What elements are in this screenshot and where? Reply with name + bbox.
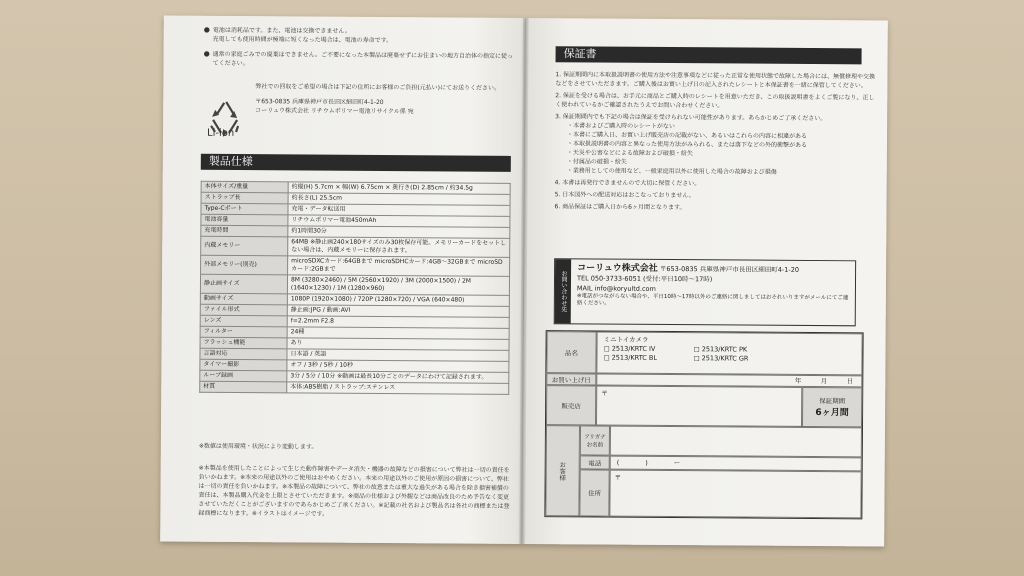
sub-item: ・業務用としての使用など、一般家庭用以外に使用した場合の故障および損傷 (566, 167, 777, 176)
spec-value: 8M (3280×2460) / 5M (2560×1920) / 3M (2000×1500) / 2M (1640×1230) / 1M (1280×960) (287, 275, 509, 296)
spec-key: タイマー撮影 (200, 359, 287, 371)
spec-key: フィルター (200, 326, 287, 338)
spec-key: ファイル形式 (200, 304, 287, 316)
spec-value: microSDXCカード:64GBまで microSDHCカード:4GB〜32GBまで microSDカード:2GBまで (288, 256, 510, 277)
model-option[interactable]: □ 2513/KRTC PK (693, 345, 748, 354)
name-field[interactable] (610, 426, 862, 458)
furigana-label: フリガナ お名前 (580, 425, 610, 455)
spec-value: 1080P (1920×1080) / 720P (1280×720) / VGA (640×480) (287, 294, 509, 307)
spec-key: 充電時間 (201, 225, 288, 237)
sub-item: ・天災や公害などによる故障および破損・紛失 (566, 149, 693, 158)
spec-key: 言語対応 (200, 348, 287, 360)
clause-3: 3. 保証期間内でも下記の場合は保証を受けられない可能性があります。あらかじめご了承ください。 (555, 113, 827, 123)
li-ion-label: Li-ion (206, 127, 235, 139)
clause-2: 2. 保証を受ける場合は、お手元に商品とご購入時のレシートを用意いただき、この取扱説明書をよくご覧になり、正しく使われているかご確認されたうえでお問い合わせください。 (555, 92, 875, 110)
spec-value: 充電・データ転送用 (288, 204, 510, 217)
warranty-period-value: 6ヶ月間 (815, 408, 849, 419)
spec-key: 動画サイズ (200, 293, 287, 305)
product-label: 品名 (546, 331, 596, 373)
purchase-date-field[interactable]: 年 月 日 (596, 374, 862, 388)
recycle-company: コーリュウ株式会社 リチウムポリマー電池リサイクル係 宛 (255, 107, 414, 116)
spec-key: 静止画サイズ (200, 274, 287, 294)
spec-key: ループ録画 (200, 370, 287, 382)
spec-title: 製品仕様 (201, 154, 511, 172)
phone-label: 電話 (580, 455, 610, 469)
sub-item: ・本取扱説明書の内容と異なった使用方法がみられる、または落下などの外的衝撃がある (566, 140, 807, 149)
spec-value: 3分 / 5分 / 10分 ※動画は最長10分ごとのデータにわけて記録されます。 (287, 371, 509, 384)
left-page (160, 15, 526, 544)
warranty-booklet (160, 15, 888, 546)
model-option[interactable]: □ 2513/KRTC IV (603, 344, 656, 353)
spec-value: f=2.2mm F2.8 (287, 316, 509, 329)
spec-row (201, 255, 510, 276)
customer-label: お客様 (545, 425, 580, 516)
contact-box (554, 258, 856, 326)
address-label: 住所 (579, 469, 609, 516)
spec-value: 64MB ※静止画240×180サイズのみ30枚保存可能。メモリーカードをセットしない場合は、内蔵メモリーに保存されます。 (288, 237, 510, 258)
spec-key: 外部メモリー(別売) (201, 255, 288, 275)
warranty-title: 保証書 (556, 46, 862, 64)
model-option[interactable]: □ 2513/KRTC GR (693, 354, 749, 363)
spec-key: 材質 (200, 381, 287, 393)
spec-value: 約長さ(L) 25.5cm (288, 193, 510, 206)
spec-value: 静止画:JPG / 動画:AVI (287, 305, 509, 318)
contact-address: 〒653-0835 兵庫県神戸市長田区細田町4-1-20 (659, 264, 800, 274)
note-2: 充電しても使用時間が極端に短くなった場合は、電池の寿命です。 (212, 35, 393, 45)
purchase-date-label: お買い上げ日 (546, 373, 596, 385)
spec-row (200, 381, 509, 394)
shop-field[interactable] (596, 386, 802, 427)
battery-notes: ● 電池は消耗品です。また、電池は交換できません。 充電しても使用時間が極端に短くなった場合は、電池の寿命です。 ● 通常の家庭ごみでの廃棄はできません。ご不要になった本製品は廃棄せずにお住まいの地方自治体の指定に従ってください。 (203, 26, 513, 70)
clause-1: 1. 保証期間内に本取扱説明書の使用方法や注意事項などに従った正常な使用状態で故障した場合には、無償修理や交換などをさせていただきます。ご購入後はお買い上げ日の記入されたレシートと本保証書を一緒に保管してください。 (555, 71, 876, 90)
sub-item: ・本書およびご購入時のレシートがない (567, 122, 675, 131)
spec-table (199, 181, 510, 395)
note-1: 電池は消耗品です。また、電池は交換できません。 (212, 26, 351, 35)
model-option[interactable]: □ 2513/KRTC BL (603, 353, 658, 362)
contact-side-label: お問い合わせ先 (555, 259, 571, 323)
recycle-text: 弊社での回収をご希望の場合は下記の住所にお客様のご負担(元払い)にてお送りください。 (255, 83, 501, 92)
spec-value: 本体:ABS樹脂 / ストラップ:ステンレス (287, 382, 509, 395)
shop-label: 販売店 (546, 385, 596, 425)
note-3: 通常の家庭ごみでの廃棄はできません。ご不要になった本製品は廃棄せずにお住まいの地方自治体の指定に従ってください。 (212, 50, 514, 68)
contact-tel: TEL 050-3733-6051 (受付:平日10時〜17時) (576, 274, 713, 284)
warranty-form (544, 330, 863, 519)
sub-item: ・付属品の破損・紛失 (566, 158, 627, 166)
spec-value: 約縦(H) 5.7cm × 幅(W) 6.75cm × 奥行き(D) 2.85cm / 約34.5g (288, 182, 510, 195)
address-field[interactable] (609, 470, 861, 519)
contact-mail: MAIL info@koryultd.com (576, 284, 656, 293)
clause-6: 6. 商品保証はご購入日から6ヶ月間となります。 (554, 203, 686, 212)
shop-postal-mark: 〒 (601, 389, 608, 398)
spec-value: オフ / 3秒 / 5秒 / 10秒 (287, 360, 509, 373)
spec-value: 約1時間30分 (288, 226, 510, 239)
spec-note: ※数値は使用環境・状況により変動します。 (198, 442, 318, 451)
spec-value: リチウムポリマー電池450mAh (288, 215, 510, 228)
recycle-instructions (255, 82, 515, 117)
spec-key: 本体サイズ/重量 (201, 181, 288, 193)
phone-field[interactable]: ( ) ー (610, 456, 862, 472)
contact-company: コーリュウ株式会社 (577, 263, 658, 274)
clause-4: 4. 本書は再発行できませんので大切に保管ください。 (554, 179, 701, 188)
spec-value: 日本語 / 英語 (287, 349, 509, 362)
disclaimer: ※本製品を使用したことによって生じた動作障害やデータ消失・機器の故障などの損害について弊社は一切の責任を負いかねます。※本来の用途以外のご使用はおやめください。本来の用途以外のご使用が原因の損害について、弊社は一切の責任を負いかねます。※本製品の故障について、弊社の故意または重大な過失がある場合を除き損害補償の責任は、本製品購入代金を上限とさせていただきます。※商品の仕様および外観などは商品改良のため予告なく変更させていただくことがございますのであらかじめご了承ください。※記載の社名および製品名は各社の商標または登録商標になります。※イラストはイメージです。 (198, 464, 510, 518)
product-name: ミニトイカメラ (603, 335, 649, 344)
warranty-period-box (802, 387, 862, 427)
spec-key: フラッシュ機能 (200, 337, 287, 349)
spec-value: 24種 (287, 327, 509, 340)
warranty-period-label: 保証期間 (819, 397, 846, 406)
spec-key: 内蔵メモリー (201, 236, 288, 256)
clause-5: 5. 日本国外への配送対応はおこなっておりません。 (554, 191, 695, 200)
spec-key: 電池容量 (201, 214, 288, 226)
warranty-clauses (554, 70, 875, 213)
spec-value: あり (287, 338, 509, 351)
product-cell (596, 332, 862, 376)
sub-item: ・本書にご購入日、お買い上げ販売店の記載がない、あるいはこれらの内容に相違がある (566, 131, 808, 140)
contact-note: ※電話がつながらない場合や、平日10時〜17時以外のご連絡に関しましてはおそれいりますがメールにてご連絡ください。 (576, 293, 849, 307)
spec-row (200, 274, 509, 295)
right-page (522, 18, 888, 547)
recycle-address: 〒653-0835 兵庫県神戸市長田区細田町4-1-20 (255, 98, 384, 107)
spec-key: ストラップ長 (201, 192, 288, 204)
spec-key: レンズ (200, 315, 287, 327)
spec-key: Type-Cポート (201, 203, 288, 215)
spec-row (201, 236, 510, 257)
address-postal-mark: 〒 (614, 473, 622, 482)
